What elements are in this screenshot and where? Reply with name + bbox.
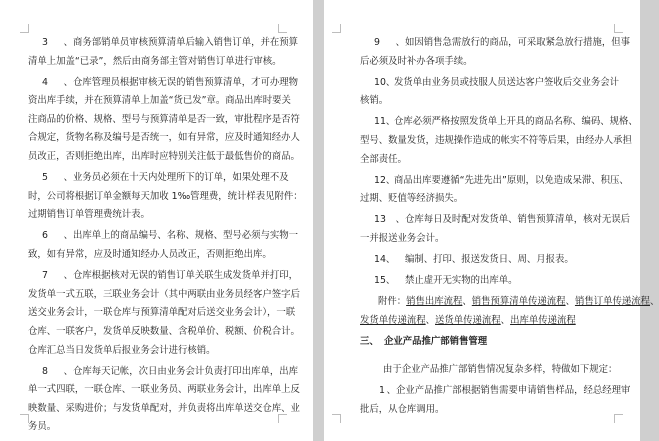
paragraph-text: 过期销售订单管理费统计表。 <box>28 209 150 221</box>
paragraph-text: 注商品的价格、规格、型号与预算清单是否一致，审批程序是否符 <box>28 113 300 125</box>
text-line <box>28 381 300 400</box>
paragraph-text: 资出库手续，并在预算清单上加盖“货已发”章。商品出库时要关 <box>28 95 291 107</box>
text-line <box>28 267 299 286</box>
text-line <box>360 172 629 191</box>
list-item <box>360 34 631 71</box>
paragraph-text: 发货单由业务员或技服人员送达客户签收后交业务会计 <box>394 76 620 88</box>
attachment-link[interactable]: 送货单传递流程 <box>435 314 501 326</box>
attachment-link[interactable]: 出库单传递流程 <box>510 314 576 326</box>
section-heading <box>360 333 612 352</box>
list-number: 15、 <box>374 275 396 287</box>
list-number: 11、 <box>374 116 396 128</box>
paragraph-text: 清单上加盖“已录”，然后由商务部主管对销售订单进行审核。 <box>28 55 282 67</box>
list-item <box>360 272 612 291</box>
separator: 、 <box>462 296 472 308</box>
text-line <box>28 169 289 188</box>
paragraph-text: 仓库必须严格按照发货单上开具的商品名称、编码、规格、 <box>394 116 638 128</box>
text-line <box>28 34 299 53</box>
text-line <box>360 382 631 401</box>
text-line <box>360 34 631 53</box>
list-number: 14、 <box>374 254 396 266</box>
margin-corner-mark <box>278 24 287 33</box>
attachment-link[interactable]: 销售订单传递流程 <box>574 296 650 308</box>
paragraph-text: 一并报送业务会计。 <box>360 232 445 244</box>
separator: 、 <box>565 296 575 308</box>
text-line <box>28 363 299 382</box>
paragraph-text: 型号、数量发货，违规操作造成的帐实不符等后果，由经办人承担 <box>360 134 632 146</box>
margin-corner-mark <box>614 24 623 33</box>
list-number: 7、 <box>42 270 73 282</box>
list-item <box>28 169 303 225</box>
document-page-right <box>324 0 659 441</box>
paragraph-text: 过期、贬值等经济损失。 <box>360 193 464 205</box>
text-line <box>28 74 299 93</box>
paragraph-text: 务员。 <box>28 421 57 433</box>
section-number: 三、 <box>360 335 379 347</box>
text-line <box>360 251 612 270</box>
paragraph-text: 发货单一式五联，三联业务会计（其中两联由业务员经客户签字后 <box>28 288 300 300</box>
text-line <box>28 227 299 246</box>
list-item <box>28 363 300 437</box>
paragraph-text: 单一式四联，一联仓库、一联业务员、两联业务会计，出库单上反 <box>28 384 300 396</box>
list-item <box>360 251 612 270</box>
attachment-link[interactable]: 销售出库流程 <box>406 296 463 308</box>
text-line <box>360 211 631 230</box>
list-number: 9、 <box>374 37 405 48</box>
list-item <box>360 211 631 248</box>
attachment-link[interactable]: 发货单传递流程 <box>360 314 426 326</box>
paragraph-text: 映数量、采购进价；与发货单配对，并负责将出库单送交仓库、业 <box>28 402 300 414</box>
text-line <box>360 113 638 132</box>
list-number: 3、 <box>42 37 73 48</box>
paragraph-text: 仓库每天记帐，次日由业务会计负责打印出库单，出库 <box>73 365 299 377</box>
text-line <box>28 286 300 305</box>
paragraph-text: 送交业务会计，一联仓库与预算清单配对后送交业务会计），一联 <box>28 307 296 319</box>
paragraph-text: 仓库每日及时配对发货单、销售预算清单，核对无误后 <box>405 214 631 226</box>
text-line <box>28 188 303 207</box>
paragraph-text: 全部责任。 <box>360 153 407 165</box>
text-line <box>28 323 300 342</box>
paragraph-text: 合规定，货物名称及编号是否统一，如有异常，应及时通知经办人 <box>28 132 300 144</box>
paragraph-text: 商务部销单员审核预算清单后输入销售订单，并在预算 <box>73 37 299 48</box>
text-line <box>360 53 612 72</box>
paragraph-text: 批后，从仓库调用。 <box>360 403 445 415</box>
text-line <box>28 129 300 148</box>
attachments-paragraph <box>360 293 659 330</box>
text-line <box>28 418 280 437</box>
margin-corner-mark <box>332 414 341 423</box>
separator: 、 <box>425 314 436 326</box>
list-item <box>360 74 620 111</box>
list-item <box>28 34 299 71</box>
paragraph-text: 编制、打印、报送发货日、周、月报表。 <box>405 254 574 266</box>
text-line <box>28 246 280 265</box>
list-item <box>360 382 631 419</box>
text-line <box>28 148 300 167</box>
text-line <box>360 272 612 291</box>
attachments-label: 附件： <box>378 296 407 308</box>
list-number: 8、 <box>42 365 73 377</box>
margin-corner-mark <box>332 24 341 33</box>
margin-corner-mark <box>614 414 623 423</box>
page-body[interactable] <box>360 34 659 422</box>
attachment-link[interactable]: 销售预算清单传递流程 <box>471 296 566 308</box>
text-line <box>28 304 296 323</box>
list-item <box>28 74 300 167</box>
text-line <box>28 342 280 361</box>
list-number: 13、 <box>374 214 405 226</box>
text-line <box>28 92 291 111</box>
list-number: 12、 <box>374 174 396 186</box>
text-line <box>360 230 612 249</box>
page-body[interactable] <box>28 34 303 439</box>
list-number: 5、 <box>42 172 73 184</box>
paragraph-text: 致，如有异常，应及时通知经办人员改正，否则拒绝出库。 <box>28 249 272 261</box>
paragraph-text: 禁止虚开无实物的出库单。 <box>405 275 518 287</box>
list-item <box>360 113 638 169</box>
list-item <box>28 227 299 264</box>
text-line <box>28 400 300 419</box>
list-item <box>360 172 629 209</box>
paragraph-text: 时，公司将根据订单金额每天加收 1‰管理费，统计样表见附件： <box>28 190 303 202</box>
section-intro: 由于企业产品推广部销售情况复杂多样，特做如下规定： <box>383 363 618 375</box>
list-item <box>28 267 300 360</box>
text-line <box>360 401 612 420</box>
list-number: 1、 <box>379 385 396 397</box>
text-line <box>360 312 612 331</box>
paragraph-text: 仓库管理员根据审核无误的销售预算清单，才可办理物 <box>73 76 299 88</box>
paragraph-text: 出库单上的商品编号、名称、规格、型号必须与实物一 <box>73 230 299 242</box>
margin-corner-mark <box>20 24 29 33</box>
paragraph-text: 企业产品推广部根据销售需要申请销售样品，经总经理审 <box>396 385 631 397</box>
text-line <box>360 132 632 151</box>
list-number: 10、 <box>374 76 396 88</box>
list-number: 6、 <box>42 230 73 242</box>
document-page-left <box>0 0 313 441</box>
paragraph-text: 如因销售急需放行的商品，可采取紧急放行措施，但事 <box>405 37 631 48</box>
text-line <box>360 151 612 170</box>
text-line <box>360 293 659 312</box>
text-line <box>28 111 300 130</box>
text-line <box>360 74 620 93</box>
paragraph-text: 仓库汇总当日发货单后报业务会计进行核销。 <box>28 344 216 356</box>
text-line <box>28 53 280 72</box>
paragraph-text: 仓库根据核对无误的销售订单关联生成发货单并打印， <box>73 270 299 282</box>
paragraph-text: 仓库、一联客户，发货单反映数量、含税单价、税额、价税合计。 <box>28 325 300 337</box>
text-line <box>360 92 612 111</box>
paragraph-text: 后必须及时补办各项手续。 <box>360 55 473 67</box>
list-number: 4、 <box>42 76 73 88</box>
paragraph-text: 商品出库要遵循“先进先出”原则，以免造成呆滞、积压、 <box>394 174 629 186</box>
text-line <box>28 206 280 225</box>
separator: 、 <box>500 314 511 326</box>
paragraph-text: 核销。 <box>360 95 389 107</box>
section-title: 企业产品推广部销售管理 <box>384 335 488 347</box>
paragraph-text: 员改正，否则拒绝出库，出库时应特别关注低于最低售价的商品。 <box>28 151 300 163</box>
text-line <box>360 190 612 209</box>
separator: 、 <box>649 296 659 308</box>
paragraph-text: 业务员必须在十天内处理所下的订单，如果处理不及 <box>73 172 289 184</box>
